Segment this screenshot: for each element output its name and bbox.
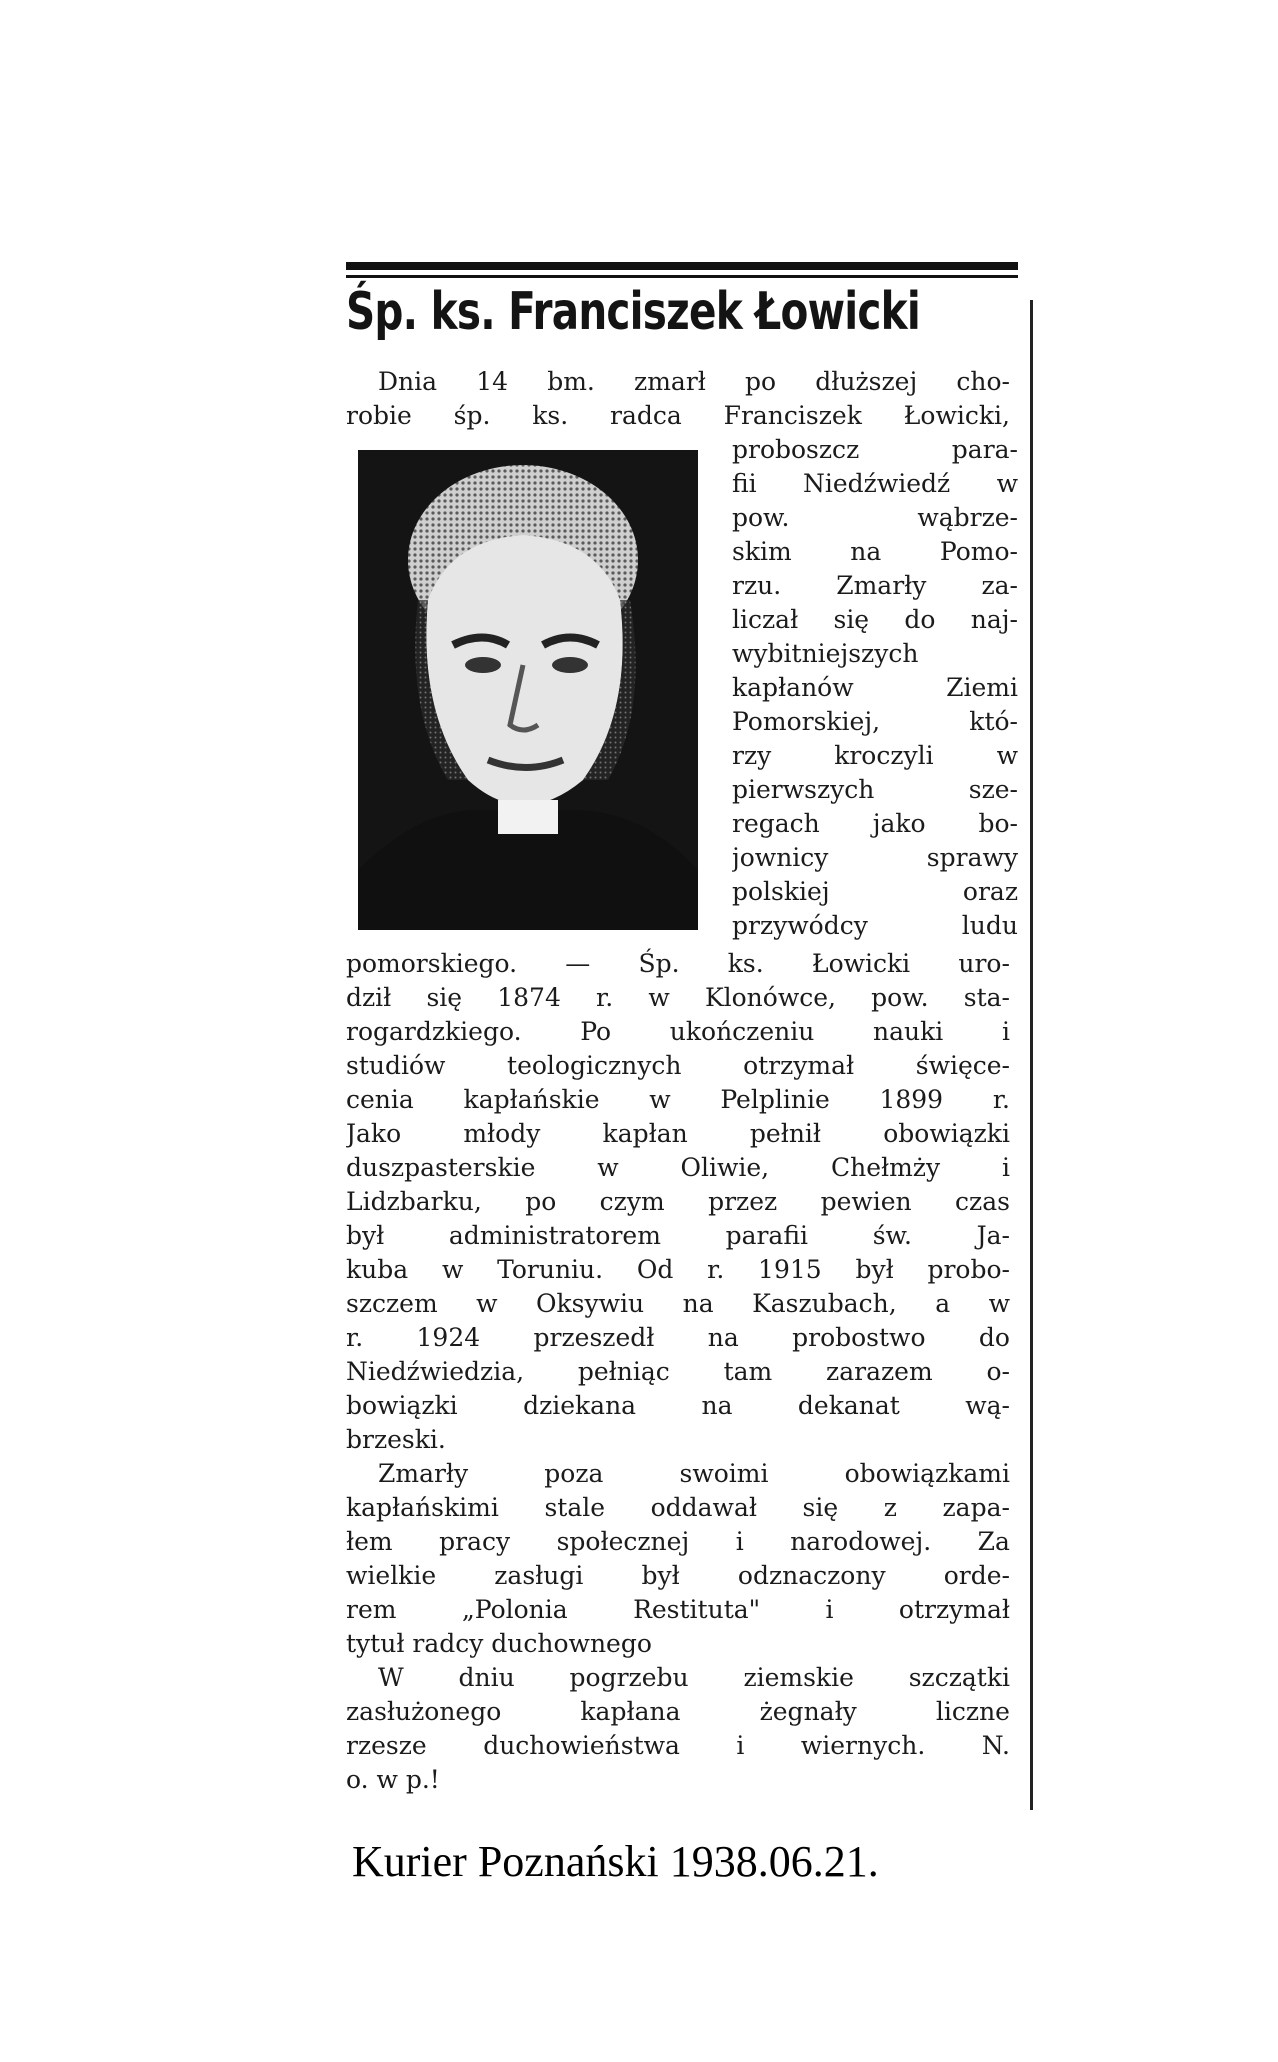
text-line: szczem w Oksywiu na Kaszubach, a w	[346, 1289, 1010, 1318]
text-line: rem „Polonia Restituta" i otrzymał	[346, 1595, 1010, 1624]
text-line: Lidzbarku, po czym przez pewien czas	[346, 1187, 1010, 1216]
text-line: kuba w Toruniu. Od r. 1915 był probo-	[346, 1255, 1010, 1284]
text-line: łem pracy społecznej i narodowej. Za	[346, 1527, 1010, 1556]
text-line: duszpasterskie w Oliwie, Chełmży i	[346, 1153, 1010, 1182]
text-line: brzeski.	[346, 1425, 446, 1454]
text-line: proboszcz para-	[732, 435, 1018, 464]
text-beside-photo	[732, 433, 1018, 943]
text-line: dził się 1874 r. w Klonówce, pow. sta-	[346, 983, 1010, 1012]
text-line: kapłanów Ziemi	[732, 673, 1018, 702]
text-line: był administratorem parafii św. Ja-	[346, 1221, 1010, 1250]
source-caption: Kurier Poznański 1938.06.21.	[352, 1837, 879, 1886]
text-line: Jako młody kapłan pełnił obowiązki	[346, 1119, 1010, 1148]
text-line: rzu. Zmarły za-	[732, 571, 1018, 600]
text-line: Zmarły poza swoimi obowiązkami	[378, 1459, 1010, 1488]
text-line: zasłużonego kapłana żegnały liczne	[346, 1697, 1010, 1726]
portrait-photo	[358, 450, 698, 930]
text-line: r. 1924 przeszedł na probostwo do	[346, 1323, 1010, 1352]
top-rule-thin	[346, 275, 1018, 278]
text-line: przywódcy ludu	[732, 911, 1018, 940]
text-line: tytuł radcy duchownego	[346, 1629, 652, 1658]
text-line: kapłańskimi stale oddawał się z zapa-	[346, 1493, 1010, 1522]
text-line: pow. wąbrze-	[732, 503, 1018, 532]
text-line: wybitniejszych	[732, 639, 919, 668]
text-line: fii Niedźwiedź w	[732, 469, 1018, 498]
text-line: o. w p.!	[346, 1765, 440, 1794]
text-line: rogardzkiego. Po ukończeniu nauki i	[346, 1017, 1010, 1046]
top-rule-thick	[346, 262, 1018, 270]
text-line: Pomorskiej, któ-	[732, 707, 1018, 736]
text-line: cenia kapłańskie w Pelplinie 1899 r.	[346, 1085, 1010, 1114]
text-line: jownicy sprawy	[732, 843, 1018, 872]
body-paragraph	[346, 947, 1010, 1797]
text-line: liczał się do naj-	[732, 605, 1018, 634]
text-line: wielkie zasługi był odznaczony orde-	[346, 1561, 1010, 1590]
text-line: studiów teologicznych otrzymał święce-	[346, 1051, 1010, 1080]
text-line: regach jako bo-	[732, 809, 1018, 838]
text-line: pomorskiego. — Śp. ks. Łowicki uro-	[346, 949, 1010, 978]
column-border	[1030, 300, 1033, 1810]
text-line: robie śp. ks. radca Franciszek Łowicki,	[346, 401, 1010, 430]
text-line: Niedźwiedzia, pełniąc tam zarazem o-	[346, 1357, 1010, 1386]
text-line: Dnia 14 bm. zmarł po dłuższej cho-	[378, 367, 1010, 396]
article-title: Śp. ks. Franciszek Łowicki	[346, 282, 921, 342]
text-line: bowiązki dziekana na dekanat wą-	[346, 1391, 1010, 1420]
text-line: polskiej oraz	[732, 877, 1018, 906]
text-line: rzy kroczyli w	[732, 741, 1018, 770]
text-line: skim na Pomo-	[732, 537, 1018, 566]
text-line: rzesze duchowieństwa i wiernych. N.	[346, 1731, 1010, 1760]
text-line: W dniu pogrzebu ziemskie szczątki	[378, 1663, 1010, 1692]
lead-paragraph	[346, 365, 1010, 433]
text-line: pierwszych sze-	[732, 775, 1018, 804]
